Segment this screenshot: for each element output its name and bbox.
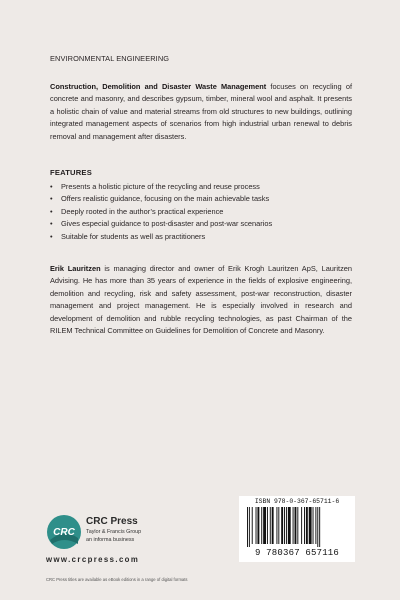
- barcode-bar: [256, 507, 257, 544]
- barcode-bar: [272, 507, 274, 544]
- barcode-icon: [245, 507, 349, 547]
- author-bio-text: is managing director and owner of Erik Krogh Lauritzen ApS, Lauritzen Advising. He has more than 35 years of experience in the fields of explosive engineering, demolition and recycling, risk and safety assessment, post-war reconstruction, disaster management and project management. He is especially involved in research and development of demolition and rubble recycling technologies, as past Chairman of the RILEM Technical Committee on Guidelines for Demolition of Concrete and Masonry.: [50, 264, 352, 336]
- barcode-bar: [270, 507, 271, 544]
- barcode-bar: [306, 507, 308, 544]
- features-list: [50, 181, 272, 243]
- barcode-bar: [267, 507, 268, 544]
- barcode-bar: [309, 507, 312, 544]
- barcode-bar: [281, 507, 283, 544]
- barcode-bar: [263, 507, 266, 544]
- barcode-bar: [301, 507, 302, 544]
- barcode-bar: [261, 507, 262, 544]
- barcode-bar: [257, 507, 259, 544]
- features-heading: FEATURES: [50, 168, 92, 177]
- feature-item: • Suitable for students as well as practitioners: [50, 231, 272, 243]
- feature-item: • Offers realistic guidance, focusing on the main achievable tasks: [50, 193, 272, 205]
- barcode-bar: [249, 507, 250, 547]
- bullet-icon: •: [50, 231, 53, 241]
- isbn-label: ISBN 978-0-367-65711-6: [254, 498, 340, 505]
- logo-text: CRC: [53, 527, 75, 538]
- author-bio: [50, 263, 352, 337]
- feature-item: • Gives especial guidance to post-disaster and post-war scenarios: [50, 218, 272, 230]
- barcode-bar: [252, 507, 253, 544]
- bullet-icon: •: [50, 219, 53, 229]
- barcode-bar: [247, 507, 248, 547]
- publisher-group: Taylor & Francis Group: [86, 529, 142, 535]
- barcode-bar: [276, 507, 277, 544]
- publisher-website: www.crcpress.com: [46, 555, 140, 564]
- bullet-icon: •: [50, 194, 53, 204]
- ebook-note: CRC Press titles are available as eBook editions in a range of digital formats: [46, 577, 188, 582]
- barcode-bar: [295, 507, 297, 544]
- barcode-block: [239, 496, 355, 562]
- barcode-bar: [317, 507, 318, 547]
- bullet-icon: •: [50, 206, 53, 216]
- publisher-block: [46, 512, 226, 572]
- crc-press-logo-icon: [46, 514, 82, 550]
- barcode-bar: [284, 507, 285, 544]
- barcode-bar: [293, 507, 294, 544]
- publisher-business: an informa business: [86, 537, 135, 543]
- feature-item: • Presents a holistic picture of the recycling and reuse process: [50, 181, 272, 193]
- barcode-bar: [278, 507, 279, 544]
- author-name: Erik Lauritzen: [50, 264, 101, 273]
- book-description: [50, 81, 352, 143]
- subject-category: ENVIRONMENTAL ENGINEERING: [50, 54, 170, 63]
- barcode-bar: [319, 507, 320, 547]
- barcode-digits: 9 780367 657116: [254, 548, 339, 558]
- bullet-icon: •: [50, 182, 53, 191]
- barcode-bar: [288, 507, 291, 544]
- barcode-bar: [313, 507, 314, 544]
- barcode-bar: [304, 507, 305, 544]
- barcode-bar: [297, 507, 298, 544]
- book-title: Construction, Demolition and Disaster Waste Management: [50, 82, 267, 91]
- description-text: focuses on recycling of concrete and masonry, and describes gypsum, timber, mineral wool and asphalt. It presents a holistic chain of value and material streams from old structures to new buildings, outlining integrated management aspects of scenarios from high industrial urban renewal to debris removal and management after disasters.: [50, 82, 352, 141]
- barcode-bar: [315, 507, 316, 544]
- feature-item: • Deeply rooted in the author’s practical experience: [50, 206, 272, 218]
- barcode-bar: [286, 507, 287, 544]
- publisher-name: CRC Press: [86, 516, 138, 527]
